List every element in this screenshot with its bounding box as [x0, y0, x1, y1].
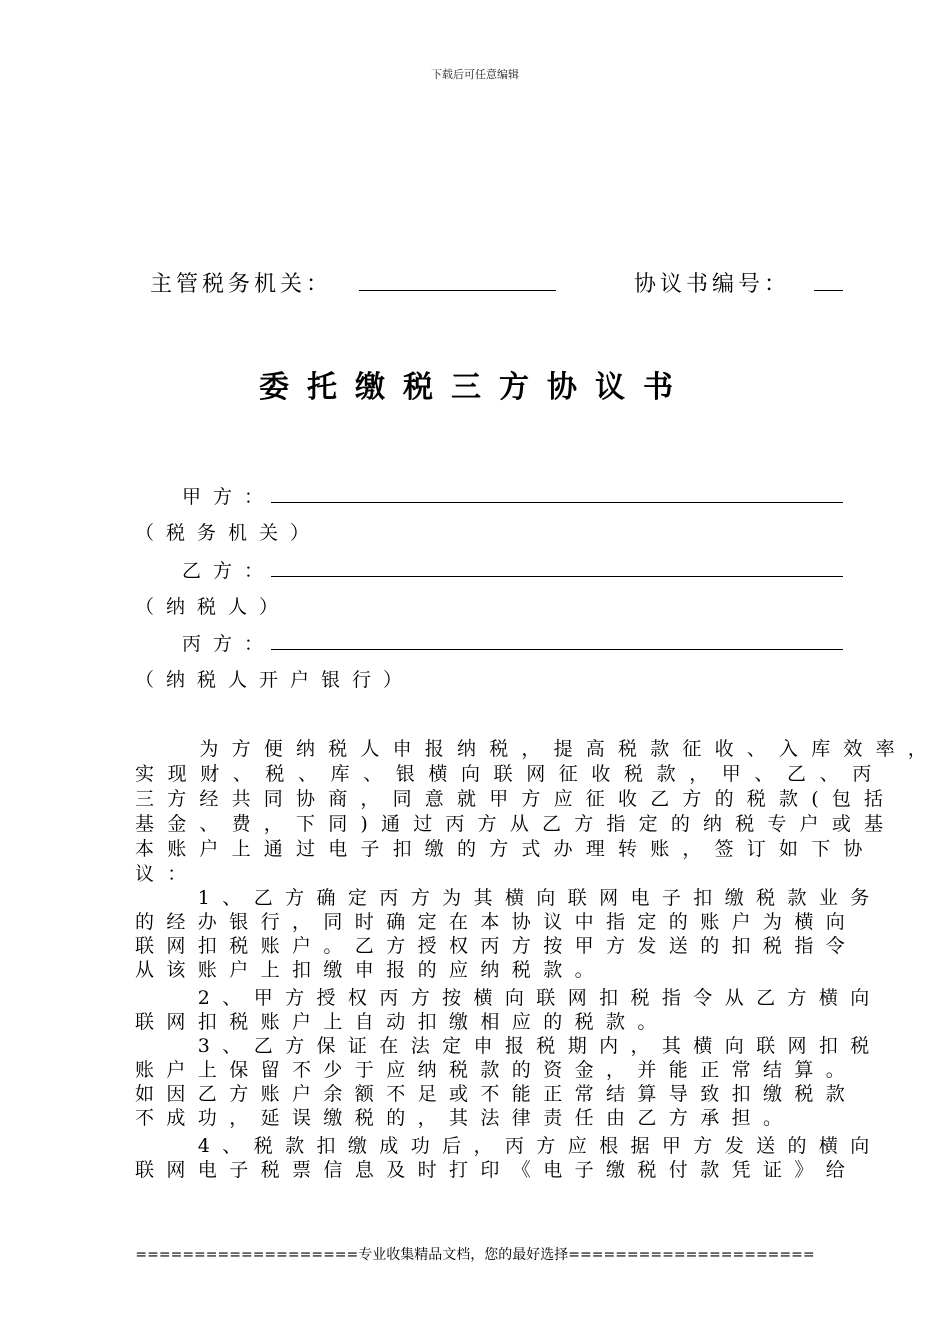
body-line: 基金、费，下同)通过丙方从乙方指定的纳税专户或基 — [135, 813, 897, 835]
party-a-blank-line — [271, 502, 843, 503]
body-line: 账户上保留不少于应纳税款的资金，并能正常结算。 — [135, 1059, 858, 1081]
body-line: 4、税款扣缴成功后，丙方应根据甲方发送的横向 — [135, 1135, 882, 1157]
body-line: 联网扣税账户。乙方授权丙方按甲方发送的扣税指令 — [135, 935, 858, 957]
body-line: 如因乙方账户余额不足或不能正常结算导致扣缴税款 — [135, 1083, 858, 1105]
tax-authority-blank-line — [359, 290, 556, 291]
party-a-note: （税务机关） — [135, 522, 322, 544]
body-line: 为方便纳税人申报纳税，提高税款征收、入库效率， — [135, 738, 941, 760]
agreement-no-label: 协议书编号： — [634, 272, 791, 297]
page-footer: ===================专业收集精品文档，您的最好选择===================== — [135, 1247, 815, 1263]
body-line: 本账户上通过电子扣缴的方式办理转账，签订如下协 — [135, 838, 876, 860]
body-line: 议： — [135, 863, 200, 885]
page-title: 委托缴税三方协议书 — [259, 370, 691, 405]
party-c-label: 丙方： — [182, 633, 276, 655]
party-b-blank-line — [271, 576, 843, 577]
body-line: 联网扣税账户上自动扣缴相应的税款。 — [135, 1011, 669, 1033]
body-line: 3、乙方保证在法定申报税期内，其横向联网扣税 — [135, 1035, 882, 1057]
party-b-note: （纳税人） — [135, 596, 291, 618]
party-c-note: （纳税人开户银行） — [135, 669, 415, 691]
body-line: 联网电子税票信息及时打印《电子缴税付款凭证》给 — [135, 1159, 858, 1181]
body-line: 2、甲方授权丙方按横向联网扣税指令从乙方横向 — [135, 987, 882, 1009]
body-line: 1、乙方确定丙方为其横向联网电子扣缴税款业务 — [135, 887, 882, 909]
tax-authority-label: 主管税务机关： — [150, 272, 333, 297]
body-line: 三方经共同协商，同意就甲方应征收乙方的税款(包括 — [135, 788, 897, 810]
body-line: 不成功，延误缴税的，其法律责任由乙方承担。 — [135, 1107, 795, 1129]
party-c-blank-line — [271, 649, 843, 650]
party-a-label: 甲方： — [182, 486, 276, 508]
body-line: 实现财、税、库、银横向联网征收税款，甲、乙、丙 — [135, 763, 885, 785]
header-note: 下载后可任意编辑 — [431, 68, 519, 81]
body-line: 的经办银行，同时确定在本协议中指定的账户为横向 — [135, 911, 858, 933]
agreement-no-blank-line — [814, 290, 843, 291]
party-b-label: 乙方： — [182, 560, 276, 582]
body-line: 从该账户上扣缴申报的应纳税款。 — [135, 959, 607, 981]
